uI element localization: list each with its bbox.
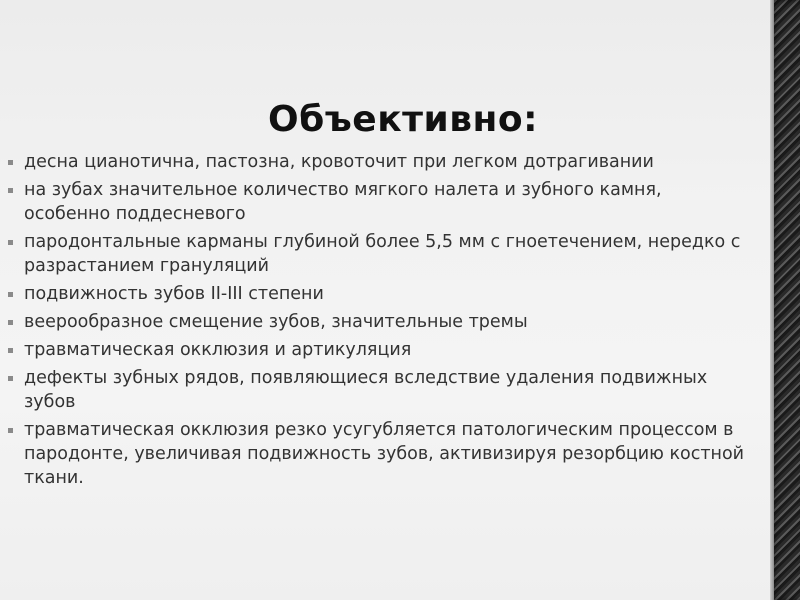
bullet-list xyxy=(8,150,748,494)
bullet-item xyxy=(8,338,748,362)
decorative-side-strip xyxy=(770,0,800,600)
bullet-item xyxy=(8,150,748,174)
bullet-item xyxy=(8,178,748,226)
slide-title: Объективно: xyxy=(268,99,539,140)
bullet-marker-icon xyxy=(8,320,13,325)
bullet-item xyxy=(8,230,748,278)
bullet-marker-icon xyxy=(8,292,13,297)
bullet-text: пародонтальные карманы глубиной более 5,5 мм с гноетечением, нередко с разрастанием грануляций xyxy=(24,232,741,276)
bullet-text: подвижность зубов II-III степени xyxy=(24,284,324,304)
bullet-item xyxy=(8,310,748,334)
bullet-marker-icon xyxy=(8,348,13,353)
bullet-text: дефекты зубных рядов, появляющиеся вследствие удаления подвижных зубов xyxy=(24,368,708,412)
bullet-text: веерообразное смещение зубов, значительные тремы xyxy=(24,312,528,332)
bullet-text: травматическая окклюзия резко усугубляется патологическим процессом в пародонте, увеличивая подвижность зубов, активизируя резорбцию костной ткани. xyxy=(24,420,745,488)
bullet-marker-icon xyxy=(8,376,13,381)
bullet-item xyxy=(8,366,748,414)
bullet-text: травматическая окклюзия и артикуляция xyxy=(24,340,412,360)
bullet-marker-icon xyxy=(8,240,13,245)
bullet-text: на зубах значительное количество мягкого налета и зубного камня, особенно поддесневого xyxy=(24,180,662,224)
bullet-item xyxy=(8,282,748,306)
bullet-text: десна цианотична, пастозна, кровоточит при легком дотрагивании xyxy=(24,152,654,172)
bullet-item xyxy=(8,418,748,490)
bullet-marker-icon xyxy=(8,188,13,193)
bullet-marker-icon xyxy=(8,160,13,165)
bullet-marker-icon xyxy=(8,428,13,433)
